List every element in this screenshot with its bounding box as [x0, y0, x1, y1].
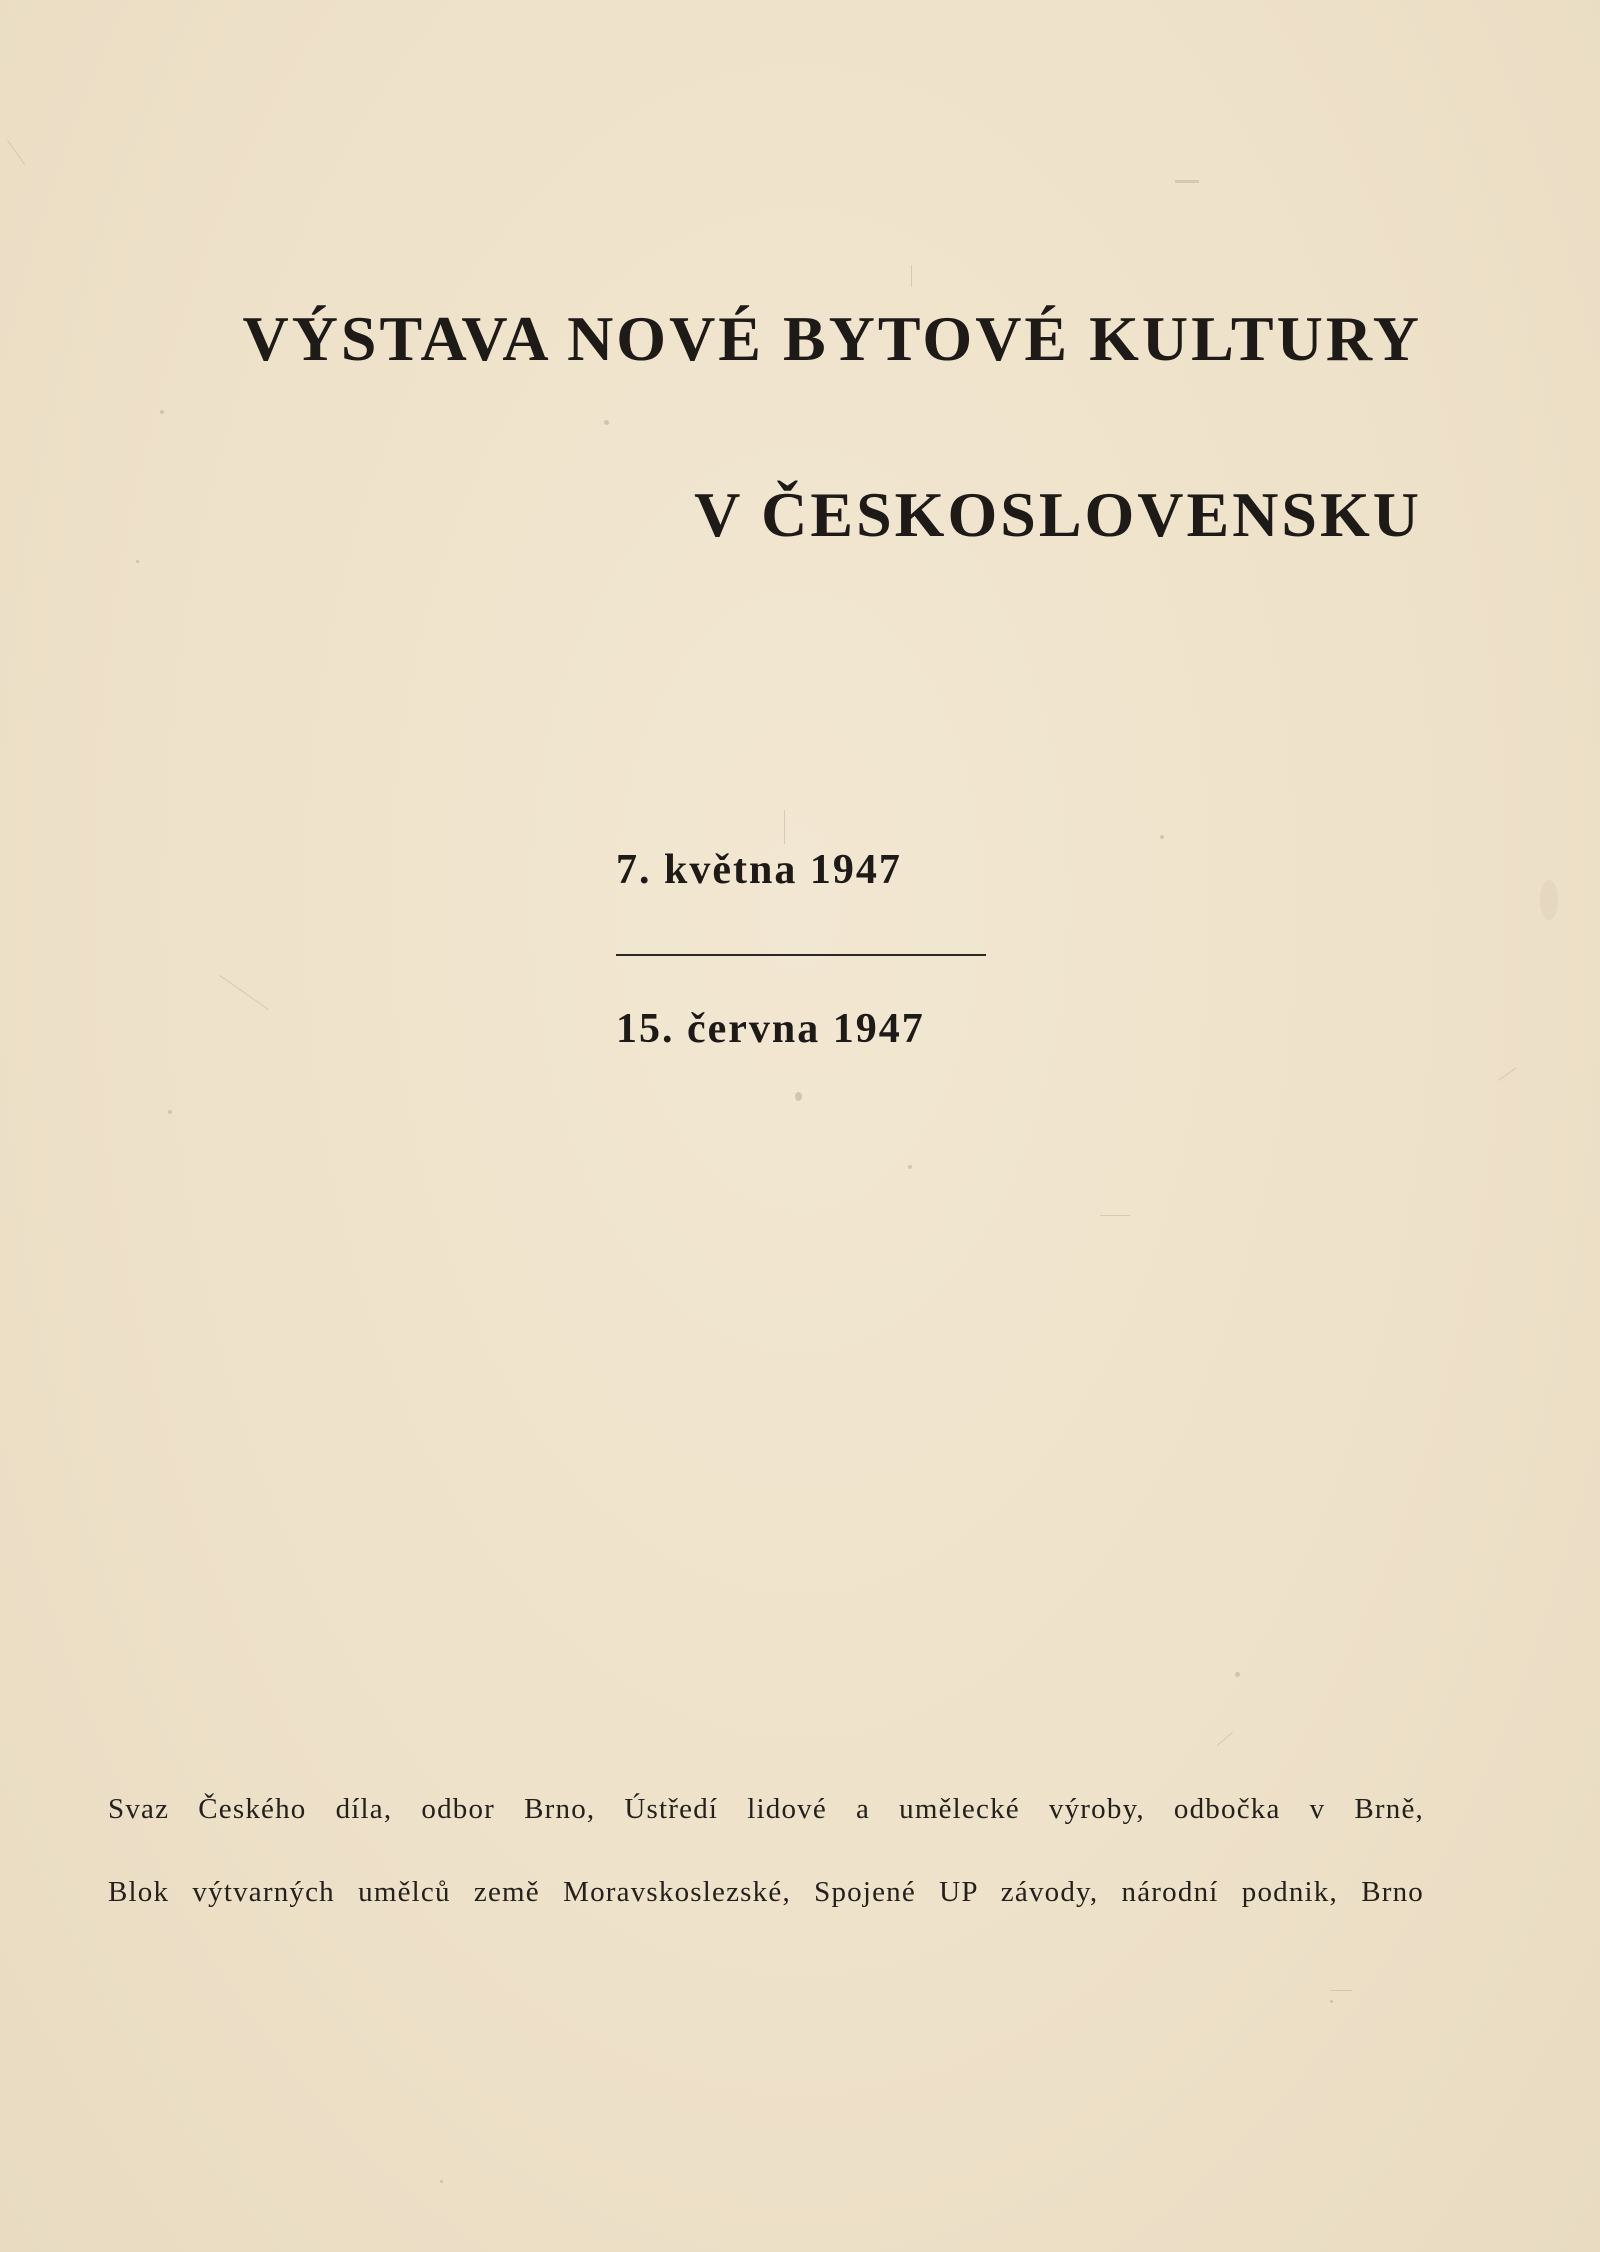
page-title-line-1: VÝSTAVA NOVÉ BYTOVÉ KULTURY — [242, 303, 1422, 374]
paper-fiber — [1498, 1067, 1517, 1080]
paper-speck — [1160, 835, 1164, 839]
paper-fiber — [1330, 1990, 1352, 1991]
organizers-line-1: Svaz Českého díla, odbor Brno, Ústředí lidové a umělecké výroby, odbočka v Brně, — [108, 1793, 1424, 1825]
paper-fiber — [784, 810, 785, 844]
paper-fiber — [911, 265, 912, 287]
organizers-line-2: Blok výtvarných umělců země Moravskoslezské, Spojené UP závody, národní podnik, Brno — [108, 1876, 1424, 1908]
paper-fiber — [7, 140, 25, 165]
paper-speck — [1540, 880, 1558, 920]
date-divider — [616, 954, 986, 956]
paper-speck — [440, 2180, 443, 2183]
paper-speck — [1235, 1672, 1240, 1677]
paper-speck — [168, 1110, 172, 1114]
paper-speck — [795, 1092, 802, 1101]
page-title-line-2: V ČESKOSLOVENSKU — [694, 479, 1422, 550]
paper-fiber — [219, 975, 269, 1010]
exhibition-end-date: 15. června 1947 — [616, 1006, 925, 1052]
paper-speck — [160, 410, 164, 414]
exhibition-start-date: 7. května 1947 — [616, 847, 902, 893]
paper-speck — [604, 420, 609, 425]
paper-fiber — [1100, 1215, 1130, 1216]
paper-speck — [1330, 2000, 1333, 2003]
paper-speck — [136, 560, 139, 563]
paper-speck — [908, 1165, 912, 1169]
paper-fiber — [1217, 1732, 1233, 1746]
paper-fiber — [1175, 180, 1199, 183]
